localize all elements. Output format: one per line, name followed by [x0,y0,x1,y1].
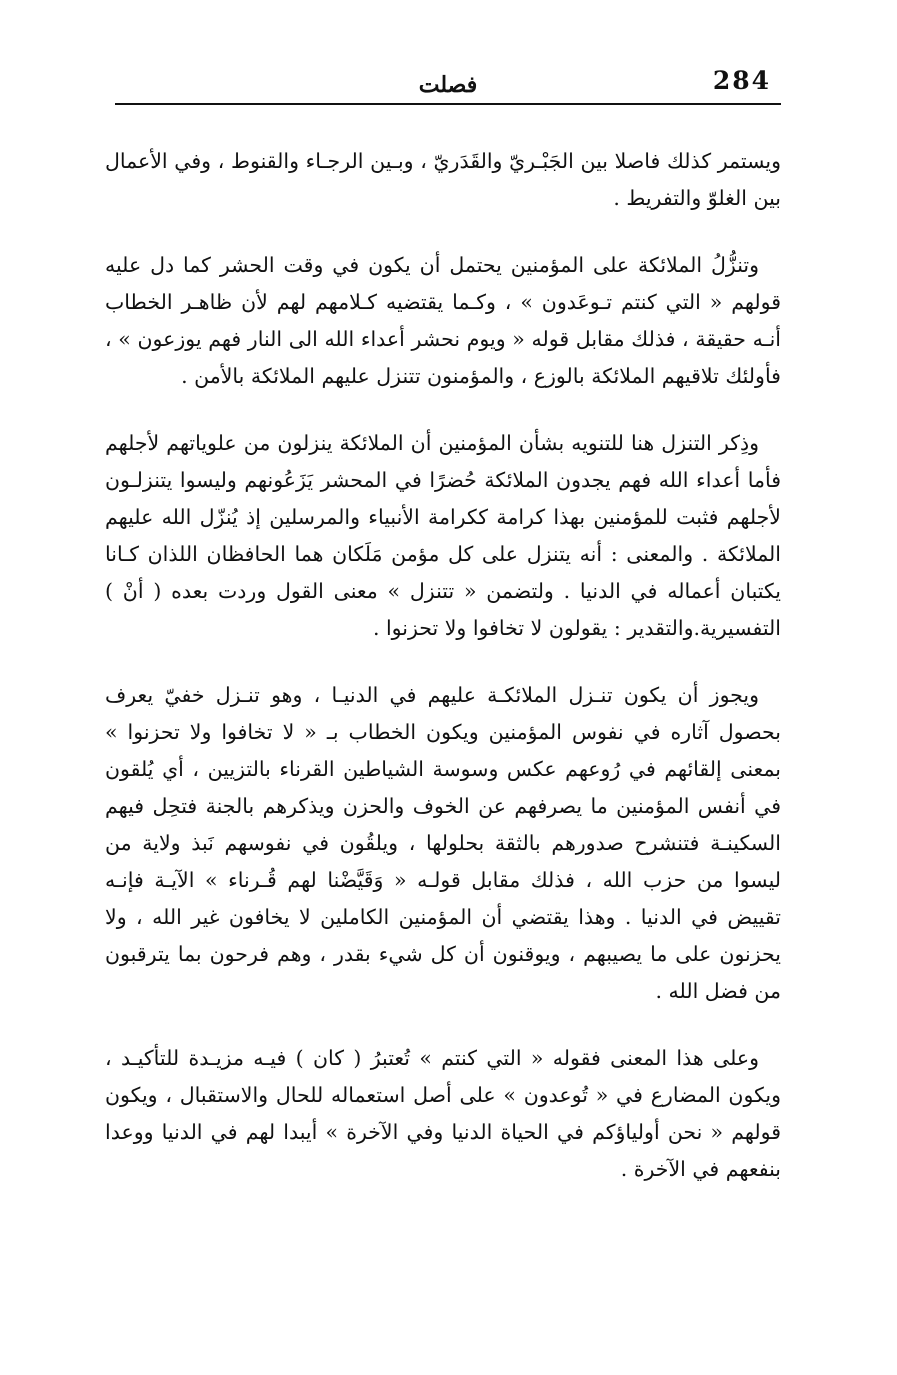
header-divider [115,103,781,105]
page-number: 284 [712,66,771,95]
paragraph-5: وعلى هذا المعنى فقوله « التي كنتم » تُعتبرُ ( كان ) فيـه مزيـدة للتأكيـد ، ويكون المضارع في « تُوعدون » على أصل استعماله للحال والاستقبال ، ويكون قولهم « نحن أولياؤكم في الحياة الدنيا وفي الآخرة » أيبدا لهم في الدنيا ووعدا بنفعهم في الآخرة . [105,1046,781,1181]
body-text [105,143,781,1218]
page-header [115,62,781,104]
paragraph-2: وتنزُّلُ الملائكة على المؤمنين يحتمل أن يكون في وقت الحشر كما دل عليه قولهم « التي كنتم تـوعَدون » ، وكـما يقتضيه كـلامهم لهم لأن ظاهـر الخطاب أنـه حقيقة ، فذلك مقابل قوله « ويوم نحشر أعداء الله الى النار فهم يوزعون » ، فأولئك تلاقيهم الملائكة بالوزع ، والمؤمنون تتنزل عليهم الملائكة بالأمن . [105,253,781,388]
paragraph-1: ويستمر كذلك فاصلا بين الجَبْـريّ والقَدَريّ ، وبـين الرجـاء والقنوط ، وفي الأعمال بين الغلوّ والتفريط . [105,149,781,210]
running-title: فصلت [418,72,478,98]
paragraph-3: وذِكر التنزل هنا للتنويه بشأن المؤمنين أن الملائكة ينزلون من علوياتهم لأجلهم فأما أعداء الله فهم يجدون الملائكة حُضرًا في المحشر يَزَعُونهم وليسوا يتنزلـون لأجلهم فثبت للمؤمنين بهذا كرامة ككرامة الأنبياء والمرسلين إذ يُنزّل الله عليهم الملائكة . والمعنى : أنه يتنزل على كل مؤمن مَلَكان هما الحافظان اللذان كـانا يكتبان أعماله في الدنيا . ولتضمن « تتنزل » معنى القول وردت بعده ( أنْ ) التفسيرية.والتقدير : يقولون لا تخافوا ولا تحزنوا . [105,431,781,640]
paragraph-4: ويجوز أن يكون تنـزل الملائكـة عليهم في الدنيـا ، وهو تنـزل خفيّ يعرف بحصول آثاره في نفوس المؤمنين ويكون الخطاب بـ « لا تخافوا ولا تحزنوا » بمعنى إلقائهم في رُوعهم عكس وسوسة الشياطين القرناء بالتزيين ، أي يُلقون في أنفس المؤمنين ما يصرفهم عن الخوف والحزن ويذكرهم بالجنة فتحِل فيهم السكينـة فتنشرح صدورهم بالثقة بحلولها ، ويلقُون في نفوسهم نَبذ ولاية من ليسوا من حزب الله ، فذلك مقابل قولـه « وَقَيَّضْنا لهم قُـرناء » الآيـة فإنـه تقييض في الدنيا . وهذا يقتضي أن المؤمنين الكاملين لا يخافون غير الله ، ولا يحزنون على ما يصيبهم ، ويوقنون أن كل شيء بقدر ، وهم فرحون بما يترقبون من فضل الله . [105,683,781,1003]
